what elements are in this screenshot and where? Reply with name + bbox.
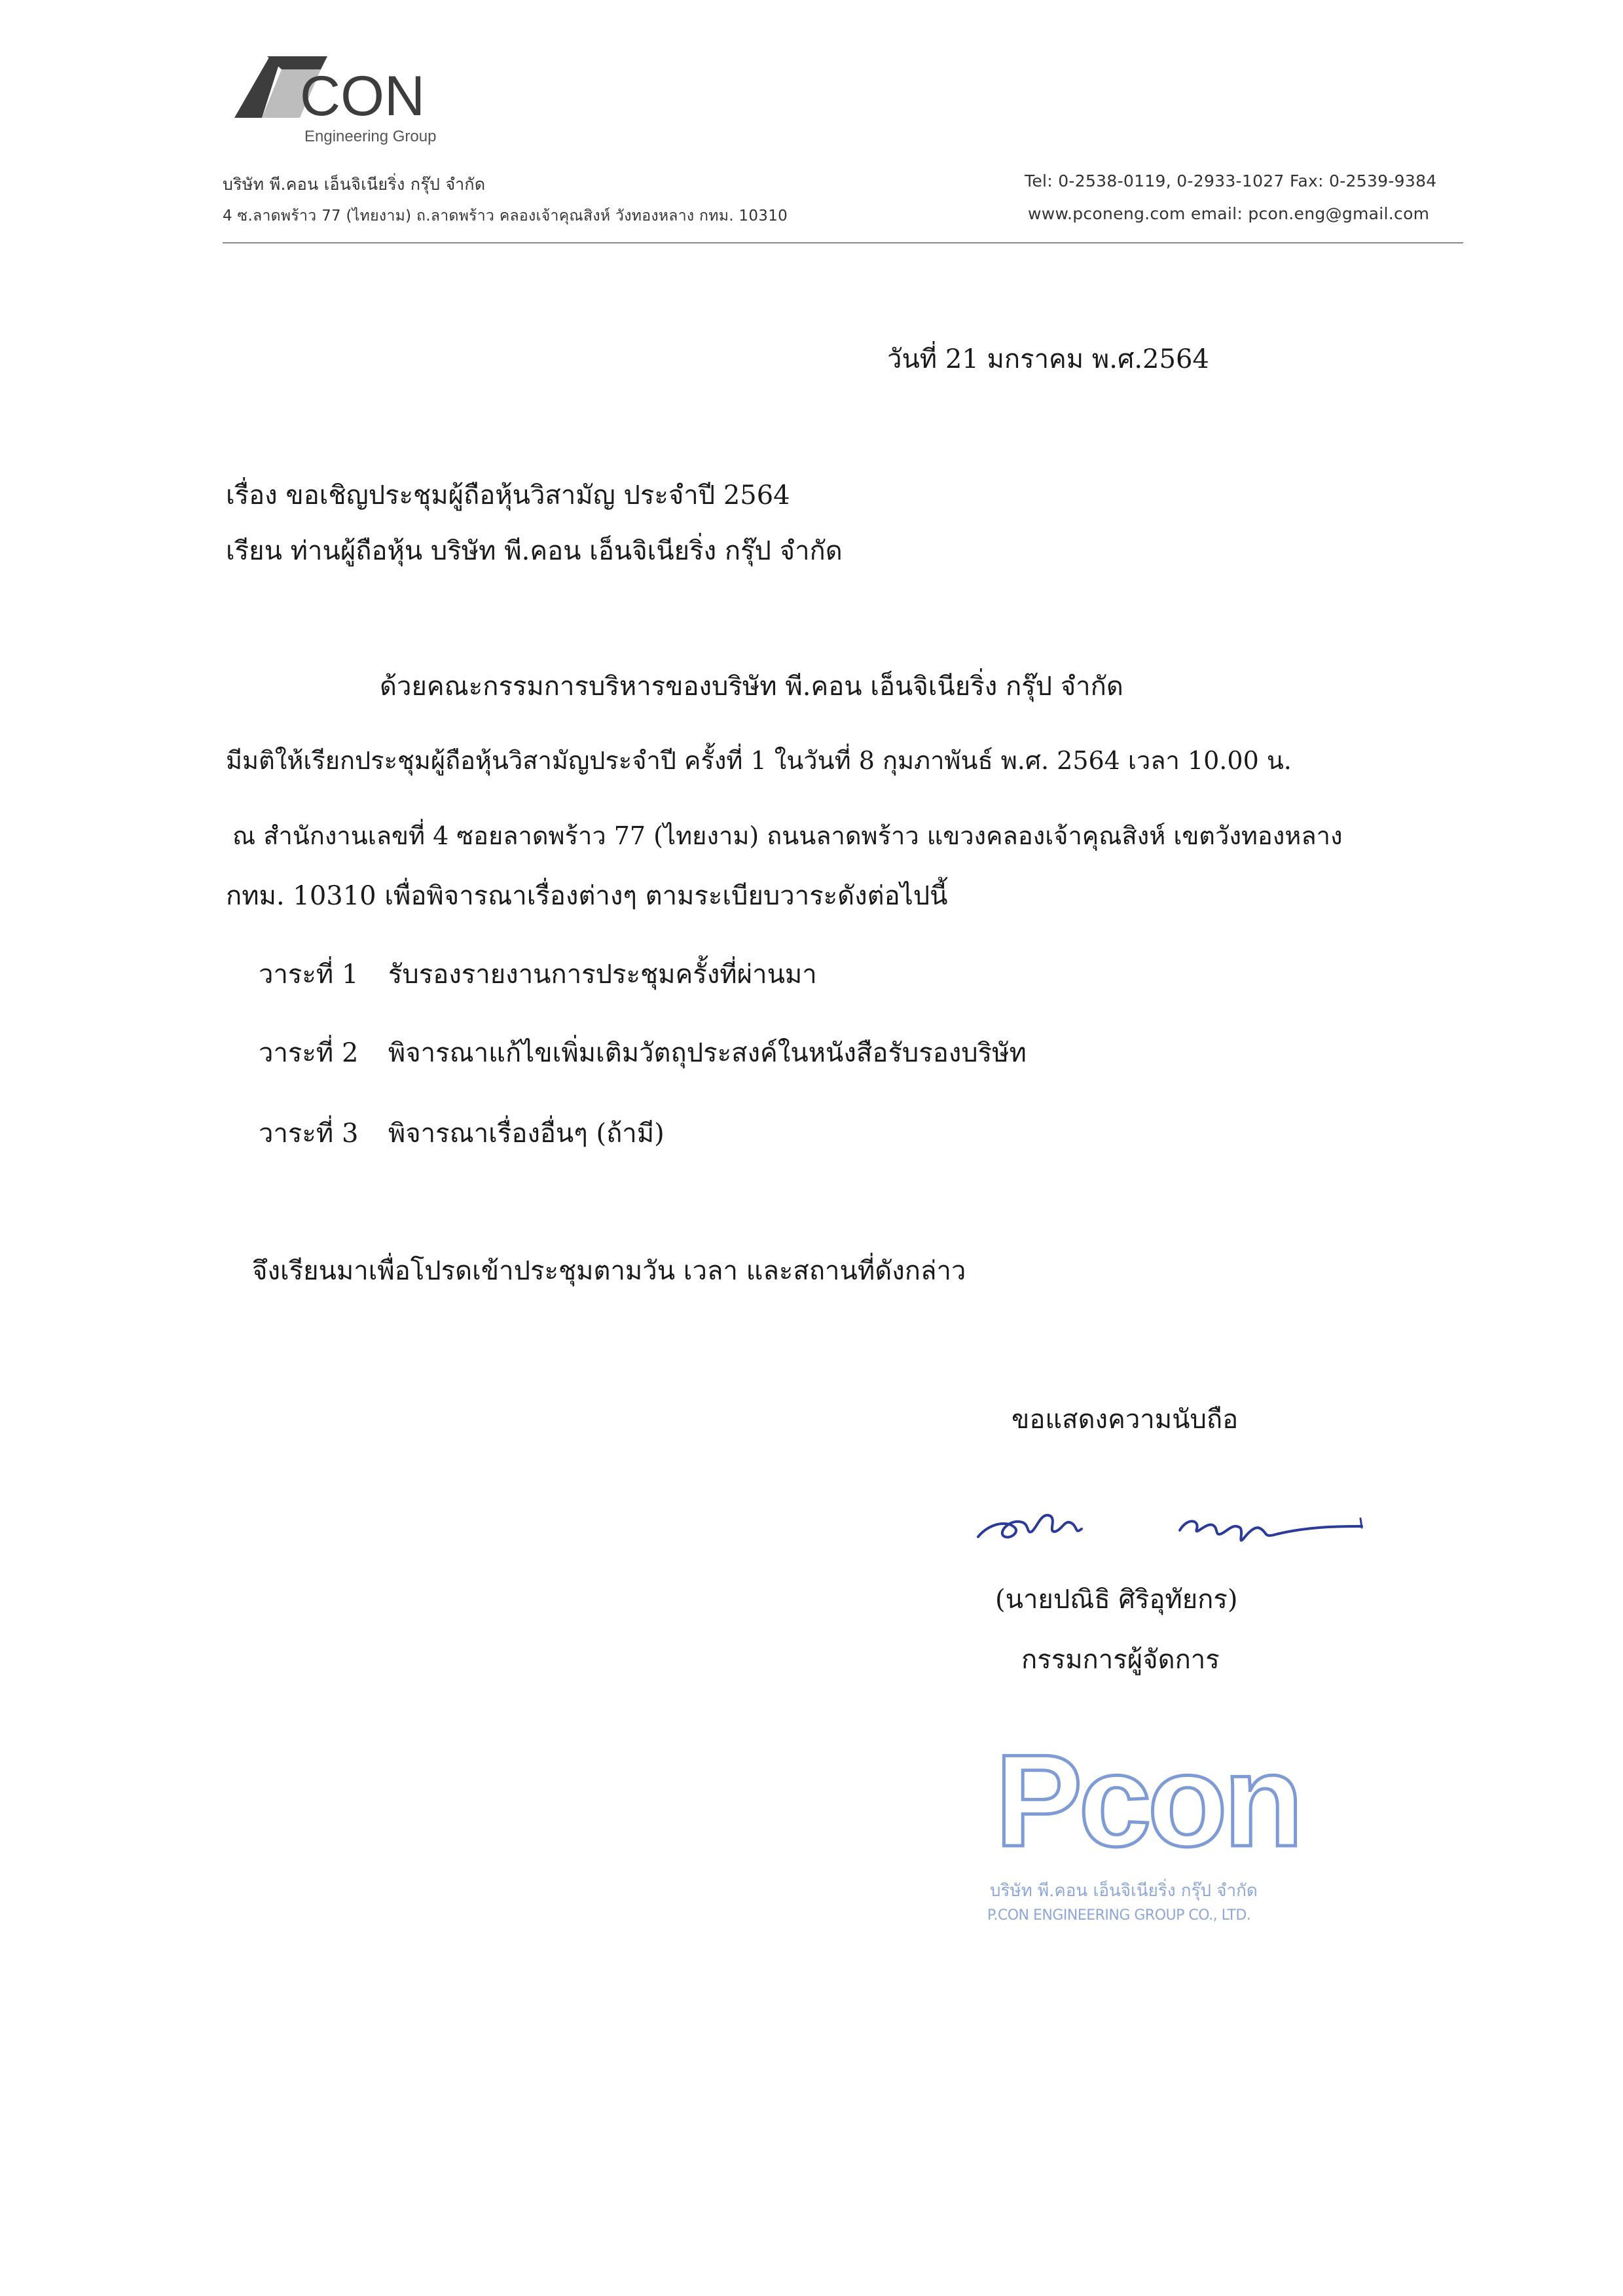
stamp-thai-name: บริษัท พี.คอน เอ็นจิเนียริ่ง กรุ๊ป จำกัด [990, 1881, 1258, 1901]
agenda-label: วาระที่ 1 [259, 960, 359, 990]
logo-text: CON [300, 65, 426, 128]
signer-name: (นายปณิธิ ศิริอุทัยกร) [995, 1585, 1238, 1615]
handwritten-signature [969, 1486, 1375, 1558]
paragraph-line-1: ด้วยคณะกรรมการบริหารของบริษัท พี.คอน เอ็นจิเนียริ่ง กรุ๊ป จำกัด [380, 672, 1123, 702]
stamp-english-name: P.CON ENGINEERING GROUP CO., LTD. [987, 1907, 1251, 1924]
agenda-label: วาระที่ 3 [259, 1119, 359, 1149]
company-name: บริษัท พี.คอน เอ็นจิเนียริ่ง กรุ๊ป จำกัด [223, 175, 486, 194]
logo-tagline: Engineering Group [304, 128, 437, 145]
letter-subject: เรื่อง ขอเชิญประชุมผู้ถือหุ้นวิสามัญ ประจำปี 2564 [226, 480, 790, 511]
agenda-item [259, 1037, 1027, 1069]
agenda-text: พิจารณาเรื่องอื่นๆ (ถ้ามี) [388, 1119, 665, 1149]
agenda-text: พิจารณาแก้ไขเพิ่มเติมวัตถุประสงค์ในหนังสือรับรองบริษัท [388, 1038, 1027, 1068]
agenda-item [259, 959, 817, 990]
company-logo [223, 47, 471, 152]
letter-recipient: เรียน ท่านผู้ถือหุ้น บริษัท พี.คอน เอ็นจิเนียริ่ง กรุ๊ป จำกัด [226, 536, 843, 566]
agenda-text: รับรองรายงานการประชุมครั้งที่ผ่านมา [388, 960, 817, 990]
header-divider [223, 242, 1463, 243]
paragraph-line-2: มีมติให้เรียกประชุมผู้ถือหุ้นวิสามัญประจำปี ครั้งที่ 1 ในวันที่ 8 กุมภาพันธ์ พ.ศ. 2564 เวลา 10.00 น. [226, 746, 1292, 775]
paragraph-line-4: กทม. 10310 เพื่อพิจารณาเรื่องต่างๆ ตามระเบียบวาระดังต่อไปนี้ [226, 881, 948, 911]
paragraph-line-3: ณ สำนักงานเลขที่ 4 ซอยลาดพร้าว 77 (ไทยงาม) ถนนลาดพร้าว แขวงคลองเจ้าคุณสิงห์ เขตวังทองหลาง [232, 821, 1343, 850]
agenda-label: วาระที่ 2 [259, 1038, 359, 1068]
complimentary-close: ขอแสดงความนับถือ [1012, 1405, 1239, 1435]
company-address: 4 ซ.ลาดพร้าว 77 (ไทยงาม) ถ.ลาดพร้าว คลองเจ้าคุณสิงห์ วังทองหลาง กทม. 10310 [223, 207, 788, 224]
signer-title: กรรมการผู้จัดการ [1021, 1645, 1220, 1675]
agenda-item [259, 1118, 665, 1149]
contact-web-email: www.pconeng.com email: pcon.eng@gmail.com [1028, 204, 1430, 223]
letter-date: วันที่ 21 มกราคม พ.ศ.2564 [887, 344, 1209, 374]
closing-paragraph: จึงเรียนมาเพื่อโปรดเข้าประชุมตามวัน เวลา และสถานที่ดังกล่าว [252, 1256, 966, 1286]
contact-phone-fax: Tel: 0-2538-0119, 0-2933-1027 Fax: 0-2539-9384 [1025, 171, 1437, 190]
company-stamp [982, 1721, 1336, 1937]
stamp-logo-text: Pcon [995, 1728, 1300, 1874]
